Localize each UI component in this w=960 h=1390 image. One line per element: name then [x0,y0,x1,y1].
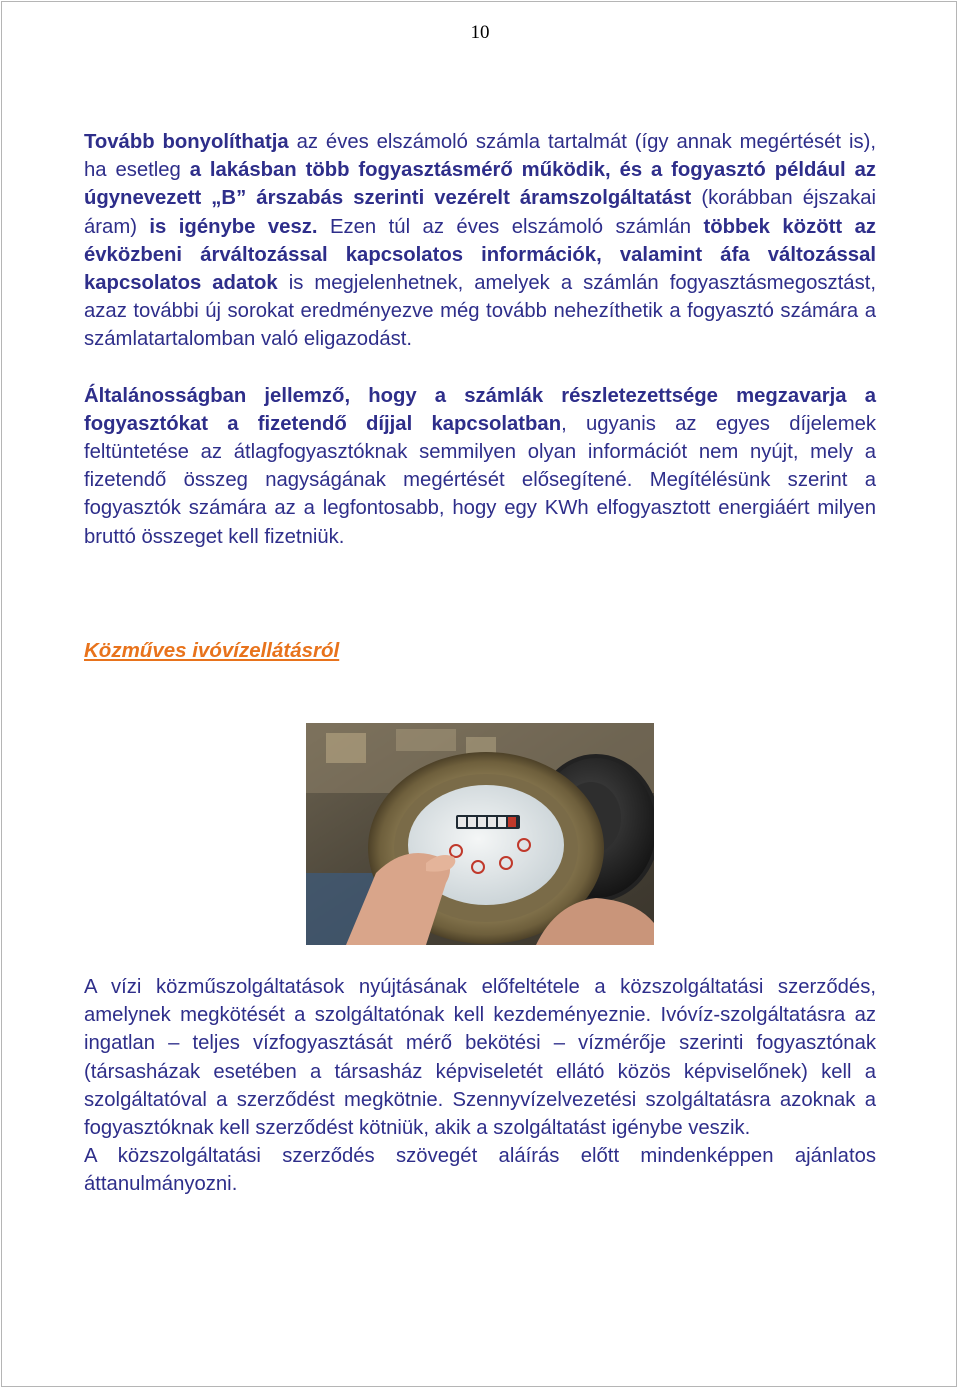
paragraph-contract-advice: A közszolgáltatási szerződés szövegét aláírás előtt mindenképpen ajánlatos áttanulmányozni. [84,1145,876,1196]
water-meter-photo [306,723,654,945]
body-text: is megjelenhetnek, amelyek a számlán fogyasztásmegosztást, azaz további új sorokat eredményezve még tovább nehezíthetik a fogyasztó számára a számlatartalomban való eligazodást. [84,272,876,351]
paragraph-water-contract: A vízi közműszolgáltatások nyújtásának előfeltétele a közszolgáltatási szerződés, amelynek megkötését a szolgáltatónak kell kezdeményeznie. Ivóvíz-szolgáltatásra az ingatlan – teljes vízfogyasztását mérő bekötési – vízmérője szerinti fogyasztónak (társasházak esetében a társasház képviseletét ellátó közös képviselőnek) kell a szolgáltatóval a szerződést megkötnie. Szennyvízelvezetési szolgáltatásra azoknak a fogyasztóknak kell szerződést kötniük, akik a szolgáltatást igénybe veszik. [84,976,876,1140]
emphasis-text: Tovább bonyolíthatja [84,131,289,153]
body-text: az éves elszámoló számla tartalmát (így annak megértését is), ha esetleg [84,131,876,182]
emphasis-text: többek között az évközbeni árváltozással kapcsolatos információk, valamint áfa változással kapcsolatos adatok [84,215,876,295]
emphasis-text: Általánosságban jellemző, hogy a számlák részletezettsége megzavarja a fogyasztókat a fizetendő díjjal kapcsolatban [84,384,876,435]
emphasis-text: a lakásban több fogyasztásmérő működik, és a fogyasztó például az úgynevezett „B” árszabás szerinti vezérelt áramszolgáltatást [84,159,876,210]
emphasis-text: is igénybe vesz. [149,215,318,238]
paragraph-billing-complexity [84,128,876,354]
section-heading: Közműves ivóvízellátásról [84,638,340,662]
body-text: Ezen túl az éves elszámoló számlán [317,215,704,238]
body-text: , ugyanis az egyes díjelemek feltüntetése az átlagfogyasztóknak semmilyen olyan információt nem nyújt, mely a fizetendő összeg nagyságának megértését elősegítené. Megítélésünk szerint a fogyasztók számára az a legfontosabb, hogy egy KWh elfogyasztott energiáért milyen bruttó összeget kell fizetniük. [84,412,877,548]
paragraph-bill-detail [84,382,876,551]
page-number: 10 [470,22,490,43]
body-text: (korábban éjszakai áram) [84,187,876,238]
page-content [84,128,876,1199]
